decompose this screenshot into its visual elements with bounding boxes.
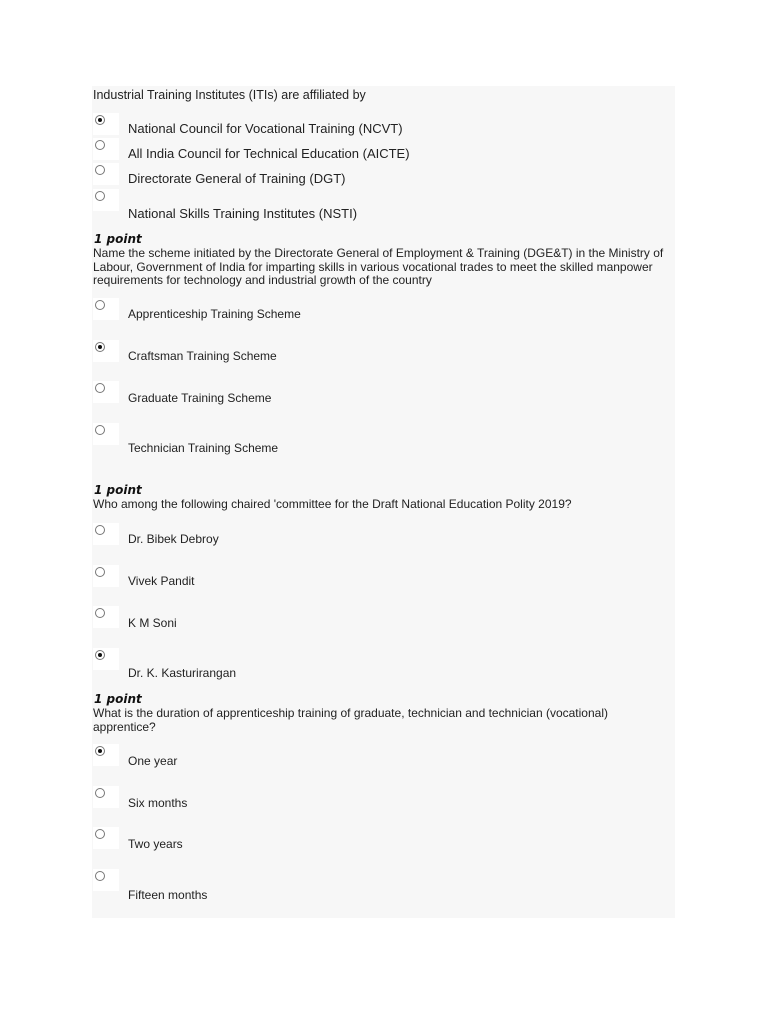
- radio-unselected[interactable]: [95, 788, 105, 798]
- points-label: 1 point: [94, 483, 142, 497]
- option-label[interactable]: K M Soni: [128, 616, 177, 630]
- radio-unselected[interactable]: [95, 383, 105, 393]
- option-box[interactable]: [93, 869, 119, 891]
- radio-selected[interactable]: [95, 746, 105, 756]
- radio-unselected[interactable]: [95, 829, 105, 839]
- option-box[interactable]: [93, 786, 119, 808]
- option-box[interactable]: [93, 523, 119, 545]
- option-label[interactable]: Graduate Training Scheme: [128, 391, 272, 405]
- option-label[interactable]: National Skills Training Institutes (NSTI): [128, 206, 358, 221]
- option-box[interactable]: [93, 565, 119, 587]
- option-box[interactable]: [93, 340, 119, 362]
- option-box[interactable]: [93, 827, 119, 849]
- question-1-text: Industrial Training Institutes (ITIs) are affiliated by: [93, 88, 366, 102]
- radio-unselected[interactable]: [95, 608, 105, 618]
- option-label[interactable]: National Council for Vocational Training (NCVT): [128, 121, 403, 136]
- radio-unselected[interactable]: [95, 165, 105, 175]
- option-box[interactable]: [93, 189, 119, 211]
- option-box[interactable]: [93, 423, 119, 445]
- option-label[interactable]: Vivek Pandit: [128, 574, 195, 588]
- radio-unselected[interactable]: [95, 525, 105, 535]
- points-label: 1 point: [94, 692, 142, 706]
- option-label[interactable]: Directorate General of Training (DGT): [128, 171, 346, 186]
- option-box[interactable]: [93, 113, 119, 135]
- radio-selected[interactable]: [95, 650, 105, 660]
- radio-unselected[interactable]: [95, 140, 105, 150]
- radio-unselected[interactable]: [95, 191, 105, 201]
- option-box[interactable]: [93, 606, 119, 628]
- option-label[interactable]: Six months: [128, 796, 188, 810]
- option-label[interactable]: All India Council for Technical Education (AICTE): [128, 146, 410, 161]
- option-box[interactable]: [93, 138, 119, 160]
- option-label[interactable]: Apprenticeship Training Scheme: [128, 307, 301, 321]
- option-box[interactable]: [93, 744, 119, 766]
- radio-unselected[interactable]: [95, 567, 105, 577]
- radio-unselected[interactable]: [95, 425, 105, 435]
- option-label[interactable]: One year: [128, 754, 178, 768]
- option-label[interactable]: Dr. K. Kasturirangan: [128, 666, 237, 680]
- radio-selected[interactable]: [95, 342, 105, 352]
- question-2-text: Name the scheme initiated by the Directorate General of Employment & Training (DGE&T) in the Ministry of Labour, Government of India for imparting skills in various vocational trades to meet the skilled manpower requirements for technology and industrial growth of the country: [93, 246, 664, 287]
- option-box[interactable]: [93, 381, 119, 403]
- points-label: 1 point: [94, 232, 142, 246]
- option-label[interactable]: Technician Training Scheme: [128, 441, 279, 455]
- question-4-text: What is the duration of apprenticeship training of graduate, technician and technician (vocational) apprentice?: [93, 706, 608, 734]
- option-box[interactable]: [93, 648, 119, 670]
- option-label[interactable]: Craftsman Training Scheme: [128, 349, 277, 363]
- radio-selected[interactable]: [95, 115, 105, 125]
- radio-unselected[interactable]: [95, 871, 105, 881]
- option-label[interactable]: Two years: [128, 837, 183, 851]
- question-3-text: Who among the following chaired 'committee for the Draft National Education Polity 2019?: [93, 497, 572, 511]
- option-label[interactable]: Dr. Bibek Debroy: [128, 532, 219, 546]
- radio-unselected[interactable]: [95, 300, 105, 310]
- option-box[interactable]: [93, 298, 119, 320]
- option-box[interactable]: [93, 163, 119, 185]
- option-label[interactable]: Fifteen months: [128, 888, 208, 902]
